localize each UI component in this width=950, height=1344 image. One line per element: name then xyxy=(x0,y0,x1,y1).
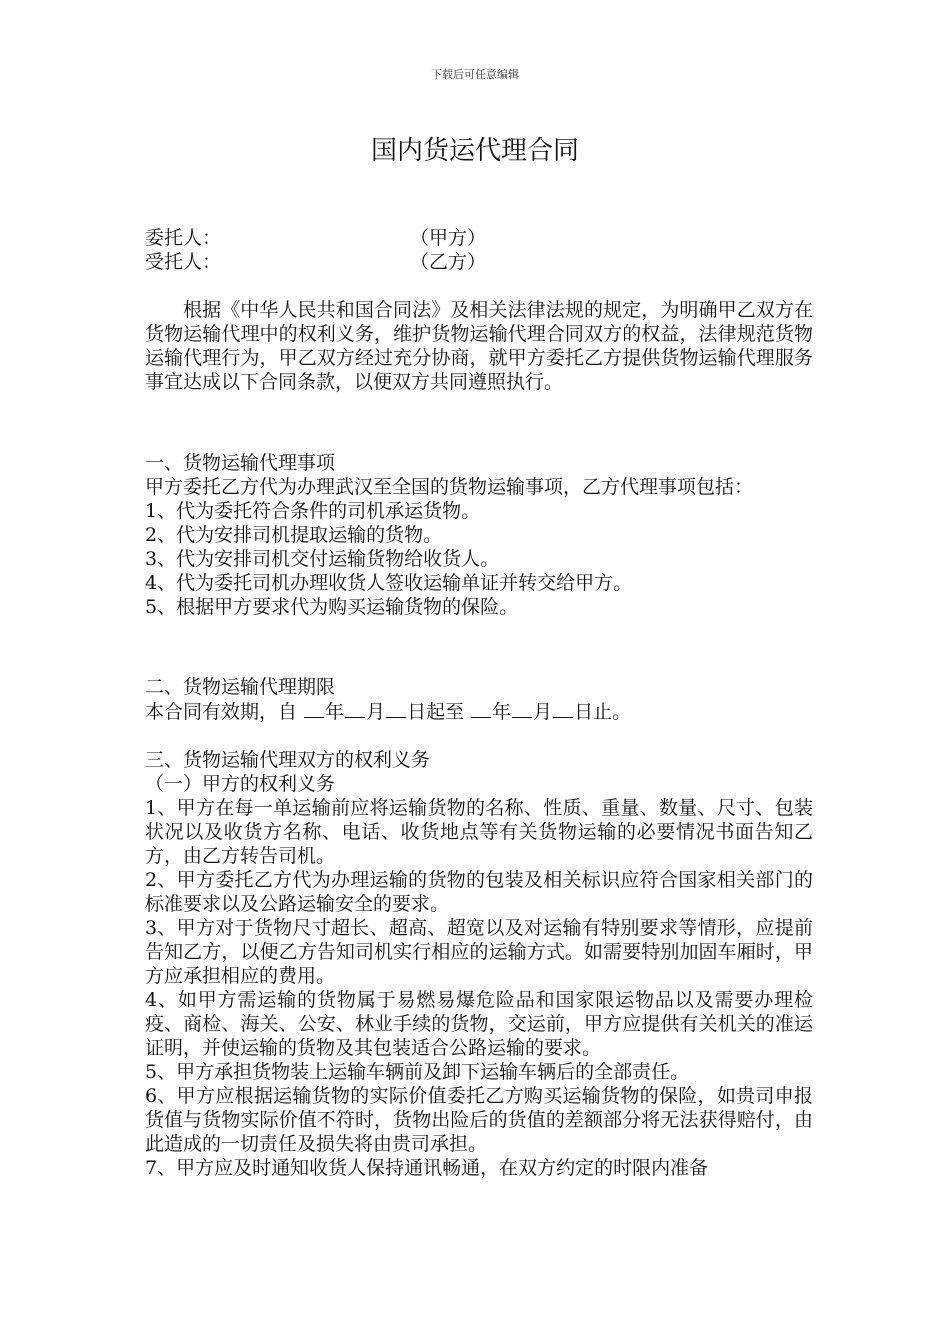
document-title: 国内货运代理合同 xyxy=(370,136,579,166)
section-intro: 甲方委托乙方代为办理武汉至全国的货物运输事项，乙方代理事项包括： xyxy=(145,476,754,498)
section-1 xyxy=(145,451,813,619)
term-text: 年 xyxy=(492,701,512,723)
section-heading: 一、货物运输代理事项 xyxy=(145,452,336,474)
blank-field xyxy=(471,699,491,718)
term-text: 日起至 xyxy=(407,701,471,723)
section-2 xyxy=(145,675,813,724)
parties-block xyxy=(145,226,813,274)
blank-field xyxy=(553,699,573,718)
party-row-agent xyxy=(145,250,813,274)
preamble-paragraph: 根据《中华人民共和国合同法》及相关法律法规的规定，为明确甲乙双方在货物运输代理中的权利义务，维护货物运输代理合同双方的权益，法律规范货物运输代理行为，甲乙双方经过充分协商，就甲方委托乙方提供货物运输代理服务事宜达成以下合同条款，以便双方共同遵照执行。 xyxy=(145,299,813,393)
blank-field xyxy=(304,699,324,718)
term-text: 年 xyxy=(325,701,345,723)
blank-field xyxy=(345,699,365,718)
list-item: 4、代为委托司机办理收货人签收运输单证并转交给甲方。 xyxy=(145,572,633,594)
list-item: 5、甲方承担货物装上运输车辆前及卸下运输车辆后的全部责任。 xyxy=(145,1061,690,1083)
section-heading: 二、货物运输代理期限 xyxy=(145,676,336,698)
list-item: 1、代为委托符合条件的司机承运货物。 xyxy=(145,500,481,522)
party-role: （甲方） xyxy=(410,227,487,249)
list-item: 2、代为安排司机提取运输的货物。 xyxy=(145,524,443,546)
list-item: 6、甲方应根据运输货物的实际价值委托乙方购买运输货物的保险，如贵司申报货值与货物实际价值不符时，货物出险后的货值的差额部分将无法获得赔付，由此造成的一切责任及损失将由贵司承担。 xyxy=(145,1085,813,1155)
contract-term-line xyxy=(145,699,813,724)
term-text: 日止。 xyxy=(574,701,632,723)
list-item: 4、如甲方需运输的货物属于易燃易爆危险品和国家限运物品以及需要办理检疫、商检、海关、公安、林业手续的货物，交运前，甲方应提供有关机关的准运证明，并使运输的货物及其包装适合公路运输的要求。 xyxy=(145,989,813,1059)
section-3 xyxy=(145,748,813,1180)
list-item: 2、甲方委托乙方代为办理运输的货物的包装及相关标识应符合国家相关部门的标准要求以及公路运输安全的要求。 xyxy=(145,869,813,915)
term-text: 本合同有效期，自 xyxy=(145,701,304,723)
section-heading: 三、货物运输代理双方的权利义务 xyxy=(145,749,431,771)
list-item: 7、甲方应及时通知收货人保持通讯畅通，在双方约定的时限内准备 xyxy=(145,1157,709,1179)
party-label: 委托人： xyxy=(145,227,222,249)
party-role: （乙方） xyxy=(410,251,487,273)
party-row-client xyxy=(145,226,813,250)
party-label: 受托人： xyxy=(145,251,222,273)
list-item: 3、甲方对于货物尺寸超长、超高、超宽以及对运输有特别要求等情形，应提前告知乙方，以便乙方告知司机实行相应的运输方式。如需要特别加固车厢时，甲方应承担相应的费用。 xyxy=(145,917,813,987)
page-header-note: 下载后可任意编辑 xyxy=(431,68,519,81)
blank-field xyxy=(512,699,532,718)
list-item: 5、根据甲方要求代为购买运输货物的保险。 xyxy=(145,596,519,618)
list-item: 1、甲方在每一单运输前应将运输货物的名称、性质、重量、数量、尺寸、包装状况以及收货方名称、电话、收货地点等有关货物运输的必要情况书面告知乙方，由乙方转告司机。 xyxy=(145,797,813,867)
subsection-heading: （一）甲方的权利义务 xyxy=(145,773,336,795)
blank-field xyxy=(386,699,406,718)
list-item: 3、代为安排司机交付运输货物给收货人。 xyxy=(145,548,500,570)
term-text: 月 xyxy=(533,701,553,723)
term-text: 月 xyxy=(366,701,386,723)
